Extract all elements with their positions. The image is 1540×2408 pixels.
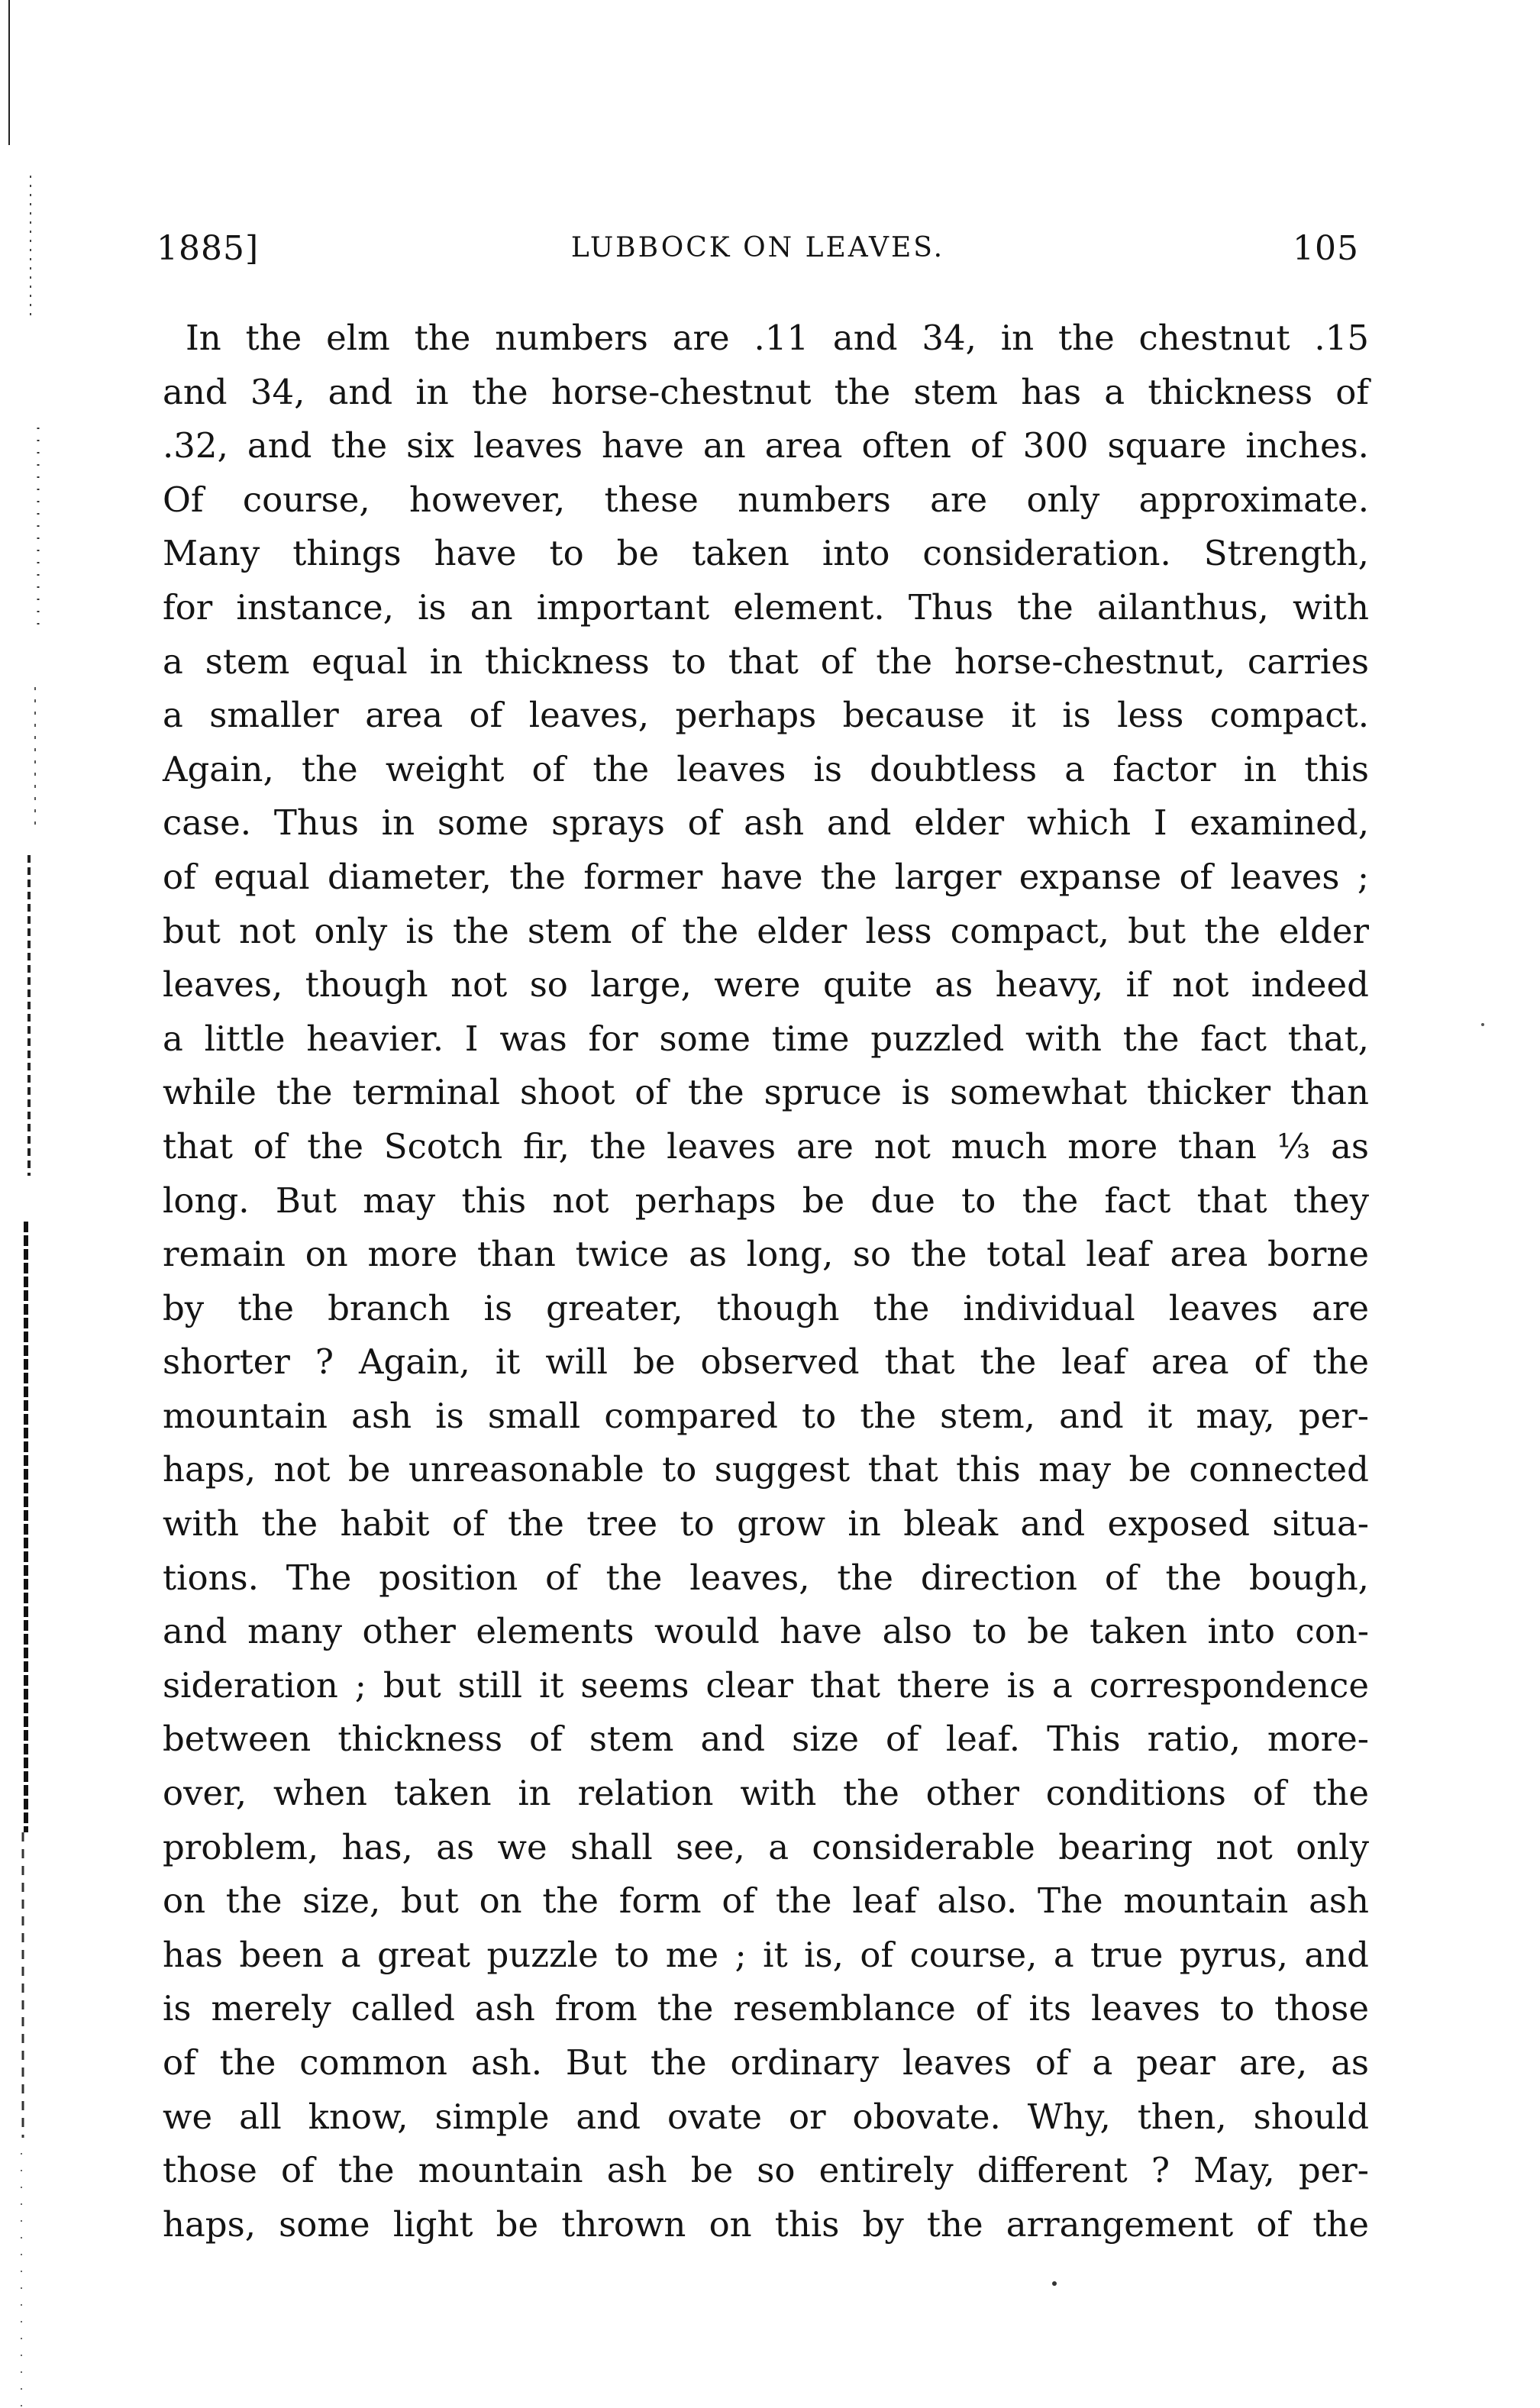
- text-line: a smaller area of leaves, perhaps because it is less compact.: [163, 695, 1369, 736]
- text-line: Again, the weight of the leaves is doubtless a factor in this: [163, 748, 1369, 789]
- text-line: of equal diameter, the former have the larger expanse of leaves ;: [163, 856, 1369, 897]
- text-line: Of course, however, these numbers are only approximate.: [163, 479, 1369, 520]
- text-line: for instance, is an important element. Thus the ailanthus, with: [163, 586, 1369, 628]
- text-line: In the elm the numbers are .11 and 34, in the chestnut .15: [186, 318, 1369, 358]
- text-line: case. Thus in some sprays of ash and elder which I examined,: [163, 802, 1369, 844]
- text-line: between thickness of stem and size of leaf. This ratio, more-: [163, 1719, 1369, 1760]
- text-line: tions. The position of the leaves, the direction of the bough,: [163, 1557, 1369, 1598]
- text-line: is merely called ash from the resemblance of its leaves to those: [163, 1988, 1369, 2029]
- body-paragraph: [163, 311, 1369, 2251]
- text-line: a stem equal in thickness to that of the horse-chestnut, carries: [163, 641, 1369, 682]
- page-number: 105: [1293, 229, 1359, 268]
- running-head: [157, 229, 1359, 282]
- text-line: and 34, and in the horse-chestnut the stem has a thickness of: [163, 371, 1369, 412]
- text-line: and many other elements would have also to be taken into con-: [163, 1611, 1369, 1652]
- text-line: a little heavier. I was for some time puzzled with the fact that,: [163, 1018, 1369, 1059]
- text-line: shorter ? Again, it will be observed that the leaf area of the: [163, 1341, 1369, 1383]
- text-line: haps, not be unreasonable to suggest that this may be connected: [163, 1449, 1369, 1490]
- text-line: problem, has, as we shall see, a considerable bearing not only: [163, 1826, 1369, 1867]
- text-line: over, when taken in relation with the other conditions of the: [163, 1773, 1369, 1814]
- text-line: mountain ash is small compared to the stem, and it may, per-: [163, 1395, 1369, 1436]
- text-line: of the common ash. But the ordinary leaves of a pear are, as: [163, 2042, 1369, 2083]
- text-line: long. But may this not perhaps be due to the fact that they: [163, 1180, 1369, 1221]
- text-line: leaves, though not so large, were quite as heavy, if not indeed: [163, 964, 1369, 1005]
- text-line: remain on more than twice as long, so the total leaf area borne: [163, 1234, 1369, 1275]
- text-line: by the branch is greater, though the individual leaves are: [163, 1287, 1369, 1328]
- text-line: while the terminal shoot of the spruce is somewhat thicker than: [163, 1072, 1369, 1113]
- header-title: LUBBOCK ON LEAVES.: [570, 232, 945, 263]
- text-line: those of the mountain ash be so entirely different ? May, per-: [163, 2150, 1369, 2191]
- text-line: .32, and the six leaves have an area often of 300 square inches.: [163, 425, 1369, 466]
- scan-speck: [1481, 1023, 1484, 1026]
- text-line: haps, some light be thrown on this by the arrangement of the: [163, 2203, 1369, 2245]
- text-line: with the habit of the tree to grow in bleak and exposed situa-: [163, 1503, 1369, 1545]
- text-line: on the size, but on the form of the leaf also. The mountain ash: [163, 1880, 1369, 1922]
- text-line: sideration ; but still it seems clear that there is a correspondence: [163, 1664, 1369, 1706]
- text-line: but not only is the stem of the elder less compact, but the elder: [163, 910, 1369, 951]
- text-line: Many things have to be taken into consideration. Strength,: [163, 533, 1369, 574]
- text-line: that of the Scotch fir, the leaves are not much more than ⅓ as: [163, 1125, 1369, 1167]
- text-line: we all know, simple and ovate or obovate. Why, then, should: [163, 2096, 1369, 2137]
- binding-edge-decoration: [0, 0, 53, 2408]
- header-year: 1885]: [157, 229, 260, 268]
- text-line: has been a great puzzle to me ; it is, of course, a true pyrus, and: [163, 1934, 1369, 1975]
- scan-speck: [1052, 2281, 1057, 2286]
